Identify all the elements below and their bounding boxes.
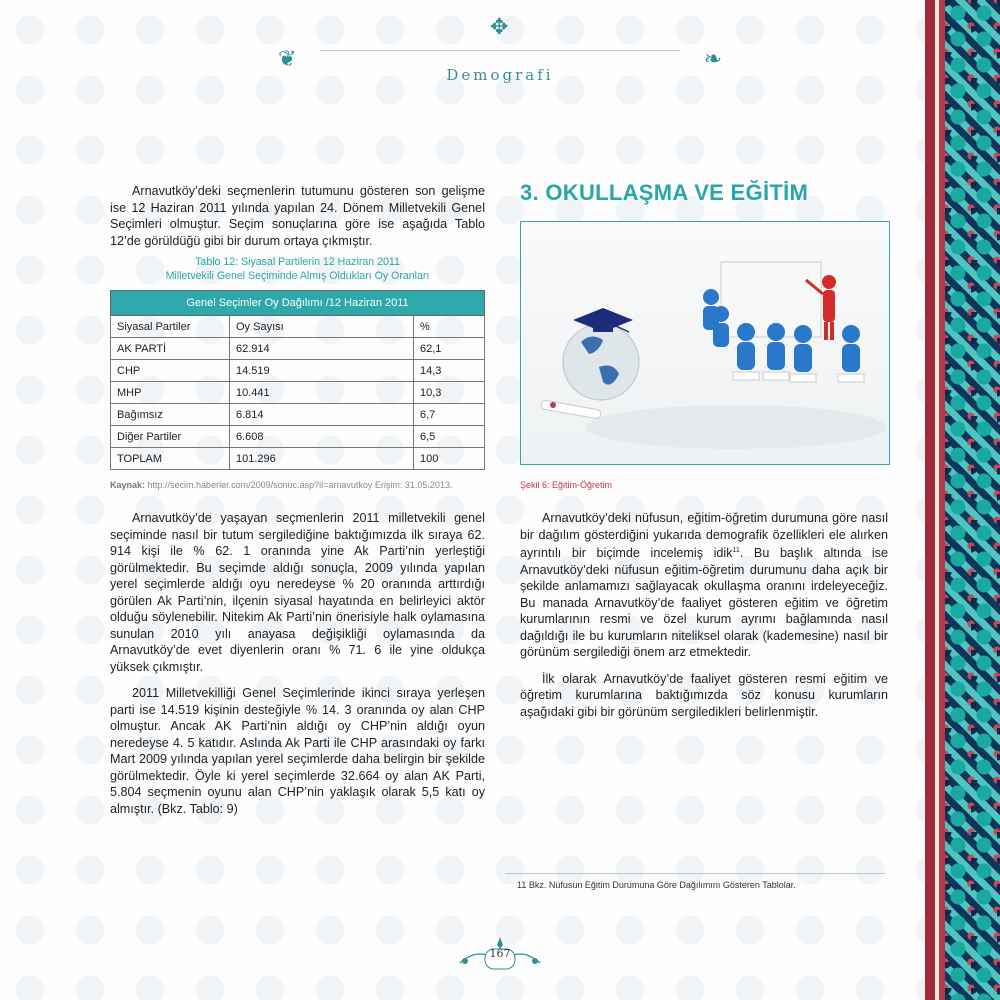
cell-votes: 10.441 xyxy=(230,382,414,404)
footnote-rule xyxy=(505,873,885,874)
table-title: Genel Seçimler Oy Dağılımı /12 Haziran 2011 xyxy=(111,291,485,316)
diploma-icon xyxy=(541,400,602,419)
table-row xyxy=(111,338,485,360)
cell-votes: 101.296 xyxy=(230,448,414,470)
cell-pct: 14,3 xyxy=(414,360,485,382)
fleur-ornament-icon: ✥ xyxy=(490,14,509,39)
table-row xyxy=(111,382,485,404)
cell-pct: 6,5 xyxy=(414,426,485,448)
cell-party: CHP xyxy=(111,360,230,382)
table-row xyxy=(111,360,485,382)
header-title: Demografi xyxy=(446,66,554,84)
cell-votes: 62.914 xyxy=(230,338,414,360)
source-note: Kaynak: http://secim.haberler.com/2009/sonuc.asp?il=arnavutkoy Erişim: 31.05.2013. xyxy=(110,480,453,490)
paragraph-3: 2011 Milletvekilliği Genel Seçimlerinde ikinci sıraya yerleşen parti ise 14.519 kişinin desteğiyle % 14. 3 oranında oy alan CHP olmuştur. Ancak AK Parti’nin aldığı oy CHP’nin aldığı oyun neredeyse 4. 5 katıdır. Aslında Ak Parti ile CHP arasındaki oy farkı Mart 2009 yılında yapılan yerel seçimlerde daha belirgin bir şekilde görülmektedir. Öyle ki yerel seçimlerde 32.664 oy alan AK Parti, 5.804 seçmenin oyunu alan CHP’nin yaklaşık olarak 5,5 katı oy almıştır. (Bkz. Tablo: 9) xyxy=(110,686,485,816)
election-results-table xyxy=(110,290,485,470)
cell-party: Bağımsız xyxy=(111,404,230,426)
decorative-border xyxy=(925,0,1000,1000)
page-number: 167 xyxy=(489,947,511,960)
header-party: Siyasal Partiler xyxy=(111,316,230,338)
header-pct: % xyxy=(414,316,485,338)
cell-votes: 6.814 xyxy=(230,404,414,426)
scroll-ornament-right-icon: ❧ xyxy=(703,46,722,71)
scroll-ornament-left-icon: ❦ xyxy=(278,46,297,71)
table-header-row xyxy=(111,316,485,338)
left-column xyxy=(110,183,485,817)
education-illustration xyxy=(521,222,889,464)
right-paragraph-2: İlk olarak Arnavutköy’de faaliyet gösteren resmi eğitim ve öğretim kurumlarına baktığımızda söz konusu kurumların aşağıdaki gibi bir görünüm sergiledikleri belirlenmiştir. xyxy=(520,671,888,719)
table-row xyxy=(111,426,485,448)
cell-votes: 6.608 xyxy=(230,426,414,448)
cell-pct: 62,1 xyxy=(414,338,485,360)
cell-party: TOPLAM xyxy=(111,448,230,470)
footnote-ref: 11 xyxy=(732,547,740,554)
footnote: 11 Bkz. Nüfusun Eğitim Durumuna Göre Dağılımını Gösteren Tablolar. xyxy=(517,880,796,890)
paragraph-2: Arnavutköy’de yaşayan seçmenlerin 2011 milletvekili genel seçiminde nasıl bir tutum sergilediğine baktığımızda ilk sıraya 62. 914 kişi ile % 62. 1 oranında yine Ak Parti’nin yerleştiği görülmektedir. Bu seçimde aldığı sonuçla, 2009 yılında yapılan yerel seçimlerde aldığı oyu neredeyse % 20 oranında arttırdığı görülen Ak Parti’nin, ilçenin siyasal hayatında en belirleyici aktör olduğu söylenebilir. Nitekim Ak Parti’nin önerisiyle halk oylamasına sunulan 2010 yılı anayasa değişikliği oylamasında da Arnavutköy’de evet diyenlerin oranı % 71. 6 ile yine oldukça yüksek çıkmıştır. xyxy=(110,511,485,674)
intro-paragraph: Arnavutköy’deki seçmenlerin tutumunu gösteren son gelişme ise 12 Haziran 2011 yılında yapılan 24. Dönem Milletvekili Genel Seçimleri olmuştur. Seçim sonuçlarına göre ise aşağıda Tablo 12’de görüldüğü gibi bir durum ortaya çıkmıştır. xyxy=(110,184,485,248)
page-number-ornament xyxy=(455,935,545,975)
table-row xyxy=(111,448,485,470)
right-column xyxy=(520,180,888,720)
education-figure xyxy=(520,221,890,465)
teacher-icon xyxy=(822,275,836,289)
right-paragraph-1: Arnavutköy’deki nüfusun, eğitim-öğretim durumuna göre nasıl bir dağılım gösterdiğini yukarıda demografik özellikleri ele alırken ayrıntılı bir biçimde incelemiş idik$^{11}$. Bu başlık altında ise Arnavutköy’deki nüfusun eğitim-öğretim durumunu daha açık bir şekilde anlamamızı sağlayacak okullaşma oranını irdeleyeceğiz. Bu manada Arnavutköy’de faaliyet gösteren eğitim ve öğretim kurumlarının resmi ve özel kurum ayrımı bağlamında nasıl dağıldığı ile bu kurumların niteliksel olarak (kademesine) nasıl bir görünüm sergilediği önem arz etmektedir. xyxy=(520,511,888,660)
cell-pct: 10,3 xyxy=(414,382,485,404)
section-title: 3. OKULLAŞMA VE EĞİTİM xyxy=(520,180,809,205)
globe-icon xyxy=(563,324,639,400)
cell-pct: 100 xyxy=(414,448,485,470)
cell-votes: 14.519 xyxy=(230,360,414,382)
figure-caption: Şekil 6: Eğitim-Öğretim xyxy=(520,480,613,490)
cell-party: Diğer Partiler xyxy=(111,426,230,448)
page-header xyxy=(270,12,730,92)
cell-party: MHP xyxy=(111,382,230,404)
cell-pct: 6,7 xyxy=(414,404,485,426)
header-votes: Oy Sayısı xyxy=(230,316,414,338)
header-rule xyxy=(320,50,680,51)
table-row xyxy=(111,404,485,426)
cell-party: AK PARTİ xyxy=(111,338,230,360)
table-caption: Tablo 12: Siyasal Partilerin 12 Haziran 2011 Milletvekili Genel Seçiminde Almış Oldukları Oy Oranları xyxy=(165,256,430,282)
